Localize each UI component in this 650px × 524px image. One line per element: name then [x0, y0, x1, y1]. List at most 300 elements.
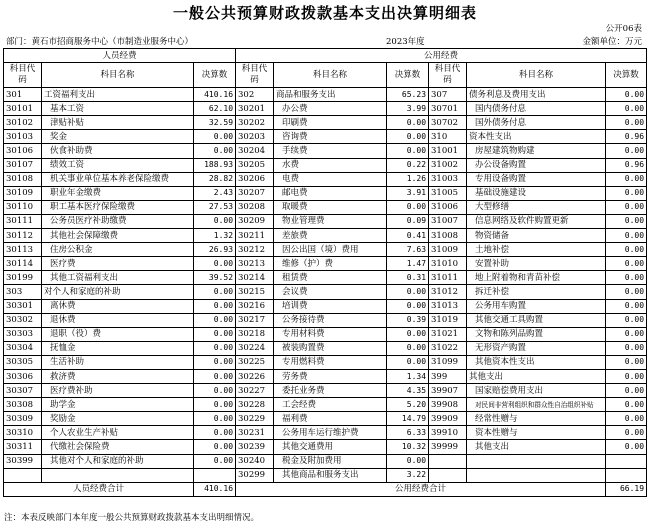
amount-value: 0.00 — [606, 355, 647, 369]
amount-value: 0.00 — [387, 341, 429, 355]
subject-code — [429, 468, 467, 482]
amount-value: 0.00 — [606, 271, 647, 285]
subject-code: 30299 — [236, 468, 274, 482]
subject-code: 30218 — [236, 327, 274, 341]
subject-code: 30207 — [236, 186, 274, 200]
table-row — [4, 355, 647, 369]
subject-name: 安置补助 — [467, 257, 606, 271]
table-row — [4, 243, 647, 257]
amount-value: 1.32 — [194, 229, 236, 243]
expenditure-detail-table — [3, 48, 647, 497]
subject-name: 债务利息及费用支出 — [467, 88, 606, 102]
subject-name: 文物和陈列品购置 — [467, 327, 606, 341]
subject-code: 303 — [4, 285, 42, 299]
table-row — [4, 384, 647, 398]
subject-name — [467, 454, 606, 468]
amount-value: 0.00 — [387, 355, 429, 369]
amount-value: 1.47 — [387, 257, 429, 271]
amount-value: 0.00 — [606, 398, 647, 412]
subject-code: 30213 — [236, 257, 274, 271]
table-row — [4, 214, 647, 228]
subject-code: 30224 — [236, 341, 274, 355]
amount-value: 188.93 — [194, 158, 236, 172]
subject-code: 30107 — [4, 158, 42, 172]
col-header-amount: 决算数 — [194, 63, 236, 88]
personnel-total-label: 人员经费合计 — [4, 482, 194, 496]
subject-name: 工资福利支出 — [42, 88, 194, 102]
amount-value: 0.00 — [387, 285, 429, 299]
table-number: 公开06表 — [605, 24, 642, 34]
subject-name: 国内债务付息 — [467, 102, 606, 116]
amount-value: 0.00 — [606, 116, 647, 130]
amount-value: 0.00 — [194, 412, 236, 426]
subject-code: 31010 — [429, 257, 467, 271]
col-header-name: 科目名称 — [467, 63, 606, 88]
subject-name: 退职（役）费 — [42, 327, 194, 341]
subject-name: 其他商品和服务支出 — [274, 468, 387, 482]
amount-value: 4.35 — [387, 384, 429, 398]
subject-code: 39907 — [429, 384, 467, 398]
amount-value: 6.33 — [387, 426, 429, 440]
subject-name: 专用设备购置 — [467, 172, 606, 186]
subject-name — [467, 468, 606, 482]
amount-value — [606, 454, 647, 468]
subject-name: 差旅费 — [274, 229, 387, 243]
table-row — [4, 398, 647, 412]
subject-name: 医疗费 — [42, 257, 194, 271]
personnel-total-value: 410.16 — [194, 482, 236, 496]
subject-code: 31019 — [429, 313, 467, 327]
subject-name: 房屋建筑物购建 — [467, 144, 606, 158]
subject-code: 30239 — [236, 440, 274, 454]
subject-code: 30240 — [236, 454, 274, 468]
subject-code: 31006 — [429, 200, 467, 214]
subject-name: 奖金 — [42, 130, 194, 144]
table-row — [4, 172, 647, 186]
subject-name: 其他资本性支出 — [467, 355, 606, 369]
subject-name: 其他社会保障缴费 — [42, 229, 194, 243]
amount-value: 0.00 — [606, 341, 647, 355]
subject-code: 30109 — [4, 186, 42, 200]
subject-code: 30212 — [236, 243, 274, 257]
amount-value: 26.93 — [194, 243, 236, 257]
subject-name: 救济费 — [42, 369, 194, 383]
amount-value: 0.00 — [194, 355, 236, 369]
subject-code: 30217 — [236, 313, 274, 327]
amount-value: 0.00 — [606, 243, 647, 257]
subject-code: 30311 — [4, 440, 42, 454]
amount-value: 0.00 — [387, 144, 429, 158]
amount-value: 1.26 — [387, 172, 429, 186]
amount-value: 0.00 — [606, 384, 647, 398]
amount-value: 39.52 — [194, 271, 236, 285]
subject-code: 302 — [236, 88, 274, 102]
subject-name: 物业管理费 — [274, 214, 387, 228]
subject-code: 31009 — [429, 243, 467, 257]
subject-code: 31022 — [429, 341, 467, 355]
table-row — [4, 412, 647, 426]
amount-value: 7.63 — [387, 243, 429, 257]
subject-code: 30215 — [236, 285, 274, 299]
table-row — [4, 271, 647, 285]
subject-name: 离休费 — [42, 299, 194, 313]
amount-value: 0.00 — [606, 200, 647, 214]
amount-value: 28.82 — [194, 172, 236, 186]
subject-code: 39999 — [429, 440, 467, 454]
table-row — [4, 257, 647, 271]
amount-value: 65.23 — [387, 88, 429, 102]
subject-name: 奖励金 — [42, 412, 194, 426]
totals-row — [4, 482, 647, 496]
subject-code: 310 — [429, 130, 467, 144]
amount-value: 0.00 — [606, 102, 647, 116]
subject-code: 399 — [429, 369, 467, 383]
subject-name: 印刷费 — [274, 116, 387, 130]
subject-code: 30208 — [236, 200, 274, 214]
subject-code: 31007 — [429, 214, 467, 228]
subject-code: 30304 — [4, 341, 42, 355]
subject-code: 30306 — [4, 369, 42, 383]
subject-code: 30231 — [236, 426, 274, 440]
col-header-amount: 决算数 — [387, 63, 429, 88]
subject-code: 39910 — [429, 426, 467, 440]
subject-name: 国外债务付息 — [467, 116, 606, 130]
col-header-amount: 决算数 — [606, 63, 647, 88]
amount-value: 0.22 — [387, 158, 429, 172]
footnote: 注：本表反映部门本年度一般公共预算财政拨款基本支出明细情况。 — [4, 513, 260, 523]
subject-name: 拆迁补偿 — [467, 285, 606, 299]
subject-code: 31003 — [429, 172, 467, 186]
subject-code: 30399 — [4, 454, 42, 468]
amount-value: 0.00 — [606, 440, 647, 454]
amount-value: 0.00 — [194, 130, 236, 144]
subject-code: 30106 — [4, 144, 42, 158]
subject-name: 公务用车运行维护费 — [274, 426, 387, 440]
amount-value: 0.09 — [387, 214, 429, 228]
subject-code: 31012 — [429, 285, 467, 299]
amount-value: 0.00 — [194, 369, 236, 383]
subject-code: 30112 — [4, 229, 42, 243]
subject-code: 30114 — [4, 257, 42, 271]
subject-code: 30206 — [236, 172, 274, 186]
subject-name: 大型修缮 — [467, 200, 606, 214]
subject-code: 30110 — [4, 200, 42, 214]
amount-value: 0.00 — [387, 200, 429, 214]
col-header-name: 科目名称 — [42, 63, 194, 88]
subject-code: 30305 — [4, 355, 42, 369]
table-row — [4, 327, 647, 341]
subject-name: 工会经费 — [274, 398, 387, 412]
public-total-value: 66.19 — [606, 482, 647, 496]
subject-code: 30310 — [4, 426, 42, 440]
amount-value: 0.00 — [606, 327, 647, 341]
table-row — [4, 426, 647, 440]
subject-code: 307 — [429, 88, 467, 102]
amount-value — [606, 468, 647, 482]
subject-name: 基本工资 — [42, 102, 194, 116]
amount-value: 0.00 — [606, 313, 647, 327]
amount-value: 32.59 — [194, 116, 236, 130]
subject-name: 资本性赠与 — [467, 426, 606, 440]
amount-value: 0.00 — [606, 426, 647, 440]
subject-code: 30216 — [236, 299, 274, 313]
fiscal-year: 2023年度 — [386, 37, 425, 47]
amount-value: 0.00 — [387, 327, 429, 341]
amount-value: 0.00 — [606, 285, 647, 299]
subject-name: 其他工资福利支出 — [42, 271, 194, 285]
subject-name: 助学金 — [42, 398, 194, 412]
subject-code: 30227 — [236, 384, 274, 398]
amount-value: 0.00 — [194, 440, 236, 454]
amount-value: 3.99 — [387, 102, 429, 116]
subject-name: 手续费 — [274, 144, 387, 158]
public-total-label: 公用经费合计 — [236, 482, 606, 496]
table-row — [4, 186, 647, 200]
report-meta — [6, 35, 642, 47]
amount-value: 5.20 — [387, 398, 429, 412]
group-header-row — [4, 49, 647, 63]
amount-value: 410.16 — [194, 88, 236, 102]
col-header-code: 科目代码 — [4, 63, 42, 88]
subject-code: 31001 — [429, 144, 467, 158]
subject-name: 维修（护）费 — [274, 257, 387, 271]
table-row — [4, 102, 647, 116]
subject-code: 30209 — [236, 214, 274, 228]
table-row — [4, 341, 647, 355]
subject-name: 物资储备 — [467, 229, 606, 243]
subject-name: 专用燃料费 — [274, 355, 387, 369]
subject-code: 30204 — [236, 144, 274, 158]
subject-name: 职工基本医疗保险缴费 — [42, 200, 194, 214]
amount-value: 0.00 — [606, 257, 647, 271]
subject-name: 职业年金缴费 — [42, 186, 194, 200]
amount-value: 0.39 — [387, 313, 429, 327]
subject-name: 无形资产购置 — [467, 341, 606, 355]
subject-name: 退休费 — [42, 313, 194, 327]
subject-name: 其他支出 — [467, 369, 606, 383]
subject-code: 39908 — [429, 398, 467, 412]
table-row — [4, 285, 647, 299]
amount-value: 0.00 — [606, 214, 647, 228]
column-header-row — [4, 63, 647, 88]
subject-name: 资本性支出 — [467, 130, 606, 144]
subject-code: 30111 — [4, 214, 42, 228]
subject-name: 地上附着物和青苗补偿 — [467, 271, 606, 285]
amount-value: 0.00 — [606, 88, 647, 102]
subject-name: 国家赔偿费用支出 — [467, 384, 606, 398]
subject-code: 30211 — [236, 229, 274, 243]
subject-code: 39909 — [429, 412, 467, 426]
amount-value: 0.96 — [606, 158, 647, 172]
amount-unit: 金额单位：万元 — [582, 37, 642, 47]
subject-name: 经常性赠与 — [467, 412, 606, 426]
subject-code: 31099 — [429, 355, 467, 369]
subject-name: 培训费 — [274, 299, 387, 313]
subject-code: 30103 — [4, 130, 42, 144]
public-group-header: 公用经费 — [236, 49, 647, 63]
amount-value: 62.10 — [194, 102, 236, 116]
subject-name: 租赁费 — [274, 271, 387, 285]
table-row — [4, 158, 647, 172]
subject-name: 福利费 — [274, 412, 387, 426]
amount-value: 0.31 — [387, 271, 429, 285]
amount-value: 0.00 — [606, 229, 647, 243]
subject-name: 被装购置费 — [274, 341, 387, 355]
subject-code: 30701 — [429, 102, 467, 116]
amount-value: 0.00 — [194, 384, 236, 398]
subject-name: 生活补助 — [42, 355, 194, 369]
subject-code: 30113 — [4, 243, 42, 257]
personnel-group-header: 人员经费 — [4, 49, 236, 63]
subject-name: 津贴补贴 — [42, 116, 194, 130]
subject-code: 30101 — [4, 102, 42, 116]
subject-code: 30201 — [236, 102, 274, 116]
subject-name: 电费 — [274, 172, 387, 186]
subject-name: 住房公积金 — [42, 243, 194, 257]
amount-value: 0.00 — [606, 186, 647, 200]
subject-name: 劳务费 — [274, 369, 387, 383]
amount-value — [194, 468, 236, 482]
subject-name — [42, 468, 194, 482]
department-label: 部门：黄石市招商服务中心（市制造业服务中心） — [6, 37, 194, 47]
subject-name: 其他对个人和家庭的补助 — [42, 454, 194, 468]
amount-value: 0.41 — [387, 229, 429, 243]
subject-code: 31011 — [429, 271, 467, 285]
amount-value: 0.96 — [606, 130, 647, 144]
subject-code: 31005 — [429, 186, 467, 200]
amount-value: 3.22 — [387, 468, 429, 482]
subject-name: 商品和服务支出 — [274, 88, 387, 102]
subject-name: 对民间非营利组织和群众性自治组织补贴 — [467, 398, 606, 412]
subject-name: 咨询费 — [274, 130, 387, 144]
subject-code: 30214 — [236, 271, 274, 285]
subject-name: 个人农业生产补贴 — [42, 426, 194, 440]
subject-name: 公务用车购置 — [467, 299, 606, 313]
subject-name: 对个人和家庭的补助 — [42, 285, 194, 299]
amount-value: 0.00 — [194, 299, 236, 313]
amount-value: 0.00 — [387, 130, 429, 144]
amount-value: 0.00 — [194, 341, 236, 355]
table-row — [4, 200, 647, 214]
subject-name: 其他交通工具购置 — [467, 313, 606, 327]
subject-code: 30108 — [4, 172, 42, 186]
amount-value: 0.00 — [606, 144, 647, 158]
table-row — [4, 299, 647, 313]
table-row — [4, 369, 647, 383]
col-header-code: 科目代码 — [236, 63, 274, 88]
table-row — [4, 130, 647, 144]
subject-name: 代缴社会保险费 — [42, 440, 194, 454]
amount-value: 0.00 — [194, 327, 236, 341]
subject-name: 会议费 — [274, 285, 387, 299]
subject-name: 办公费 — [274, 102, 387, 116]
subject-code: 30307 — [4, 384, 42, 398]
subject-name: 医疗费补助 — [42, 384, 194, 398]
subject-code: 30228 — [236, 398, 274, 412]
subject-name: 因公出国（境）费用 — [274, 243, 387, 257]
subject-code: 30308 — [4, 398, 42, 412]
amount-value: 1.34 — [387, 369, 429, 383]
amount-value: 0.00 — [194, 398, 236, 412]
subject-code: 30199 — [4, 271, 42, 285]
subject-code: 30702 — [429, 116, 467, 130]
amount-value: 0.00 — [387, 116, 429, 130]
amount-value: 0.00 — [194, 426, 236, 440]
subject-code: 30301 — [4, 299, 42, 313]
amount-value: 2.43 — [194, 186, 236, 200]
subject-name: 抚恤金 — [42, 341, 194, 355]
subject-code: 30205 — [236, 158, 274, 172]
amount-value: 0.00 — [194, 257, 236, 271]
amount-value: 0.00 — [606, 172, 647, 186]
amount-value: 0.00 — [194, 144, 236, 158]
subject-code: 31008 — [429, 229, 467, 243]
amount-value: 27.53 — [194, 200, 236, 214]
subject-code: 30302 — [4, 313, 42, 327]
subject-code: 30303 — [4, 327, 42, 341]
subject-name: 信息网络及软件购置更新 — [467, 214, 606, 228]
subject-name: 专用材料费 — [274, 327, 387, 341]
subject-code: 31021 — [429, 327, 467, 341]
subject-code: 30203 — [236, 130, 274, 144]
table-row — [4, 88, 647, 102]
amount-value: 10.32 — [387, 440, 429, 454]
amount-value: 14.79 — [387, 412, 429, 426]
subject-name: 其他交通费用 — [274, 440, 387, 454]
amount-value: 0.00 — [387, 454, 429, 468]
subject-name: 水费 — [274, 158, 387, 172]
table-row — [4, 229, 647, 243]
table-row — [4, 144, 647, 158]
table-row — [4, 468, 647, 482]
subject-code: 30225 — [236, 355, 274, 369]
subject-name: 土地补偿 — [467, 243, 606, 257]
subject-code: 30229 — [236, 412, 274, 426]
col-header-code: 科目代码 — [429, 63, 467, 88]
amount-value: 0.00 — [606, 369, 647, 383]
subject-name: 邮电费 — [274, 186, 387, 200]
amount-value: 0.00 — [194, 214, 236, 228]
subject-name: 基础设施建设 — [467, 186, 606, 200]
table-row — [4, 116, 647, 130]
subject-code: 30202 — [236, 116, 274, 130]
amount-value: 0.00 — [194, 313, 236, 327]
amount-value: 0.00 — [387, 299, 429, 313]
subject-code: 31002 — [429, 158, 467, 172]
subject-code: 30102 — [4, 116, 42, 130]
subject-name: 办公设备购置 — [467, 158, 606, 172]
subject-name: 取暖费 — [274, 200, 387, 214]
subject-name: 机关事业单位基本养老保险缴费 — [42, 172, 194, 186]
subject-name: 绩效工资 — [42, 158, 194, 172]
subject-name: 其他支出 — [467, 440, 606, 454]
table-row — [4, 454, 647, 468]
subject-name: 伙食补助费 — [42, 144, 194, 158]
amount-value: 3.91 — [387, 186, 429, 200]
subject-code — [4, 468, 42, 482]
table-row — [4, 313, 647, 327]
subject-name: 公务员医疗补助缴费 — [42, 214, 194, 228]
subject-name: 税金及附加费用 — [274, 454, 387, 468]
subject-code — [429, 454, 467, 468]
amount-value: 0.00 — [606, 412, 647, 426]
amount-value: 0.00 — [194, 454, 236, 468]
col-header-name: 科目名称 — [274, 63, 387, 88]
subject-code: 30309 — [4, 412, 42, 426]
subject-code: 31013 — [429, 299, 467, 313]
amount-value: 0.00 — [194, 285, 236, 299]
subject-name: 委托业务费 — [274, 384, 387, 398]
